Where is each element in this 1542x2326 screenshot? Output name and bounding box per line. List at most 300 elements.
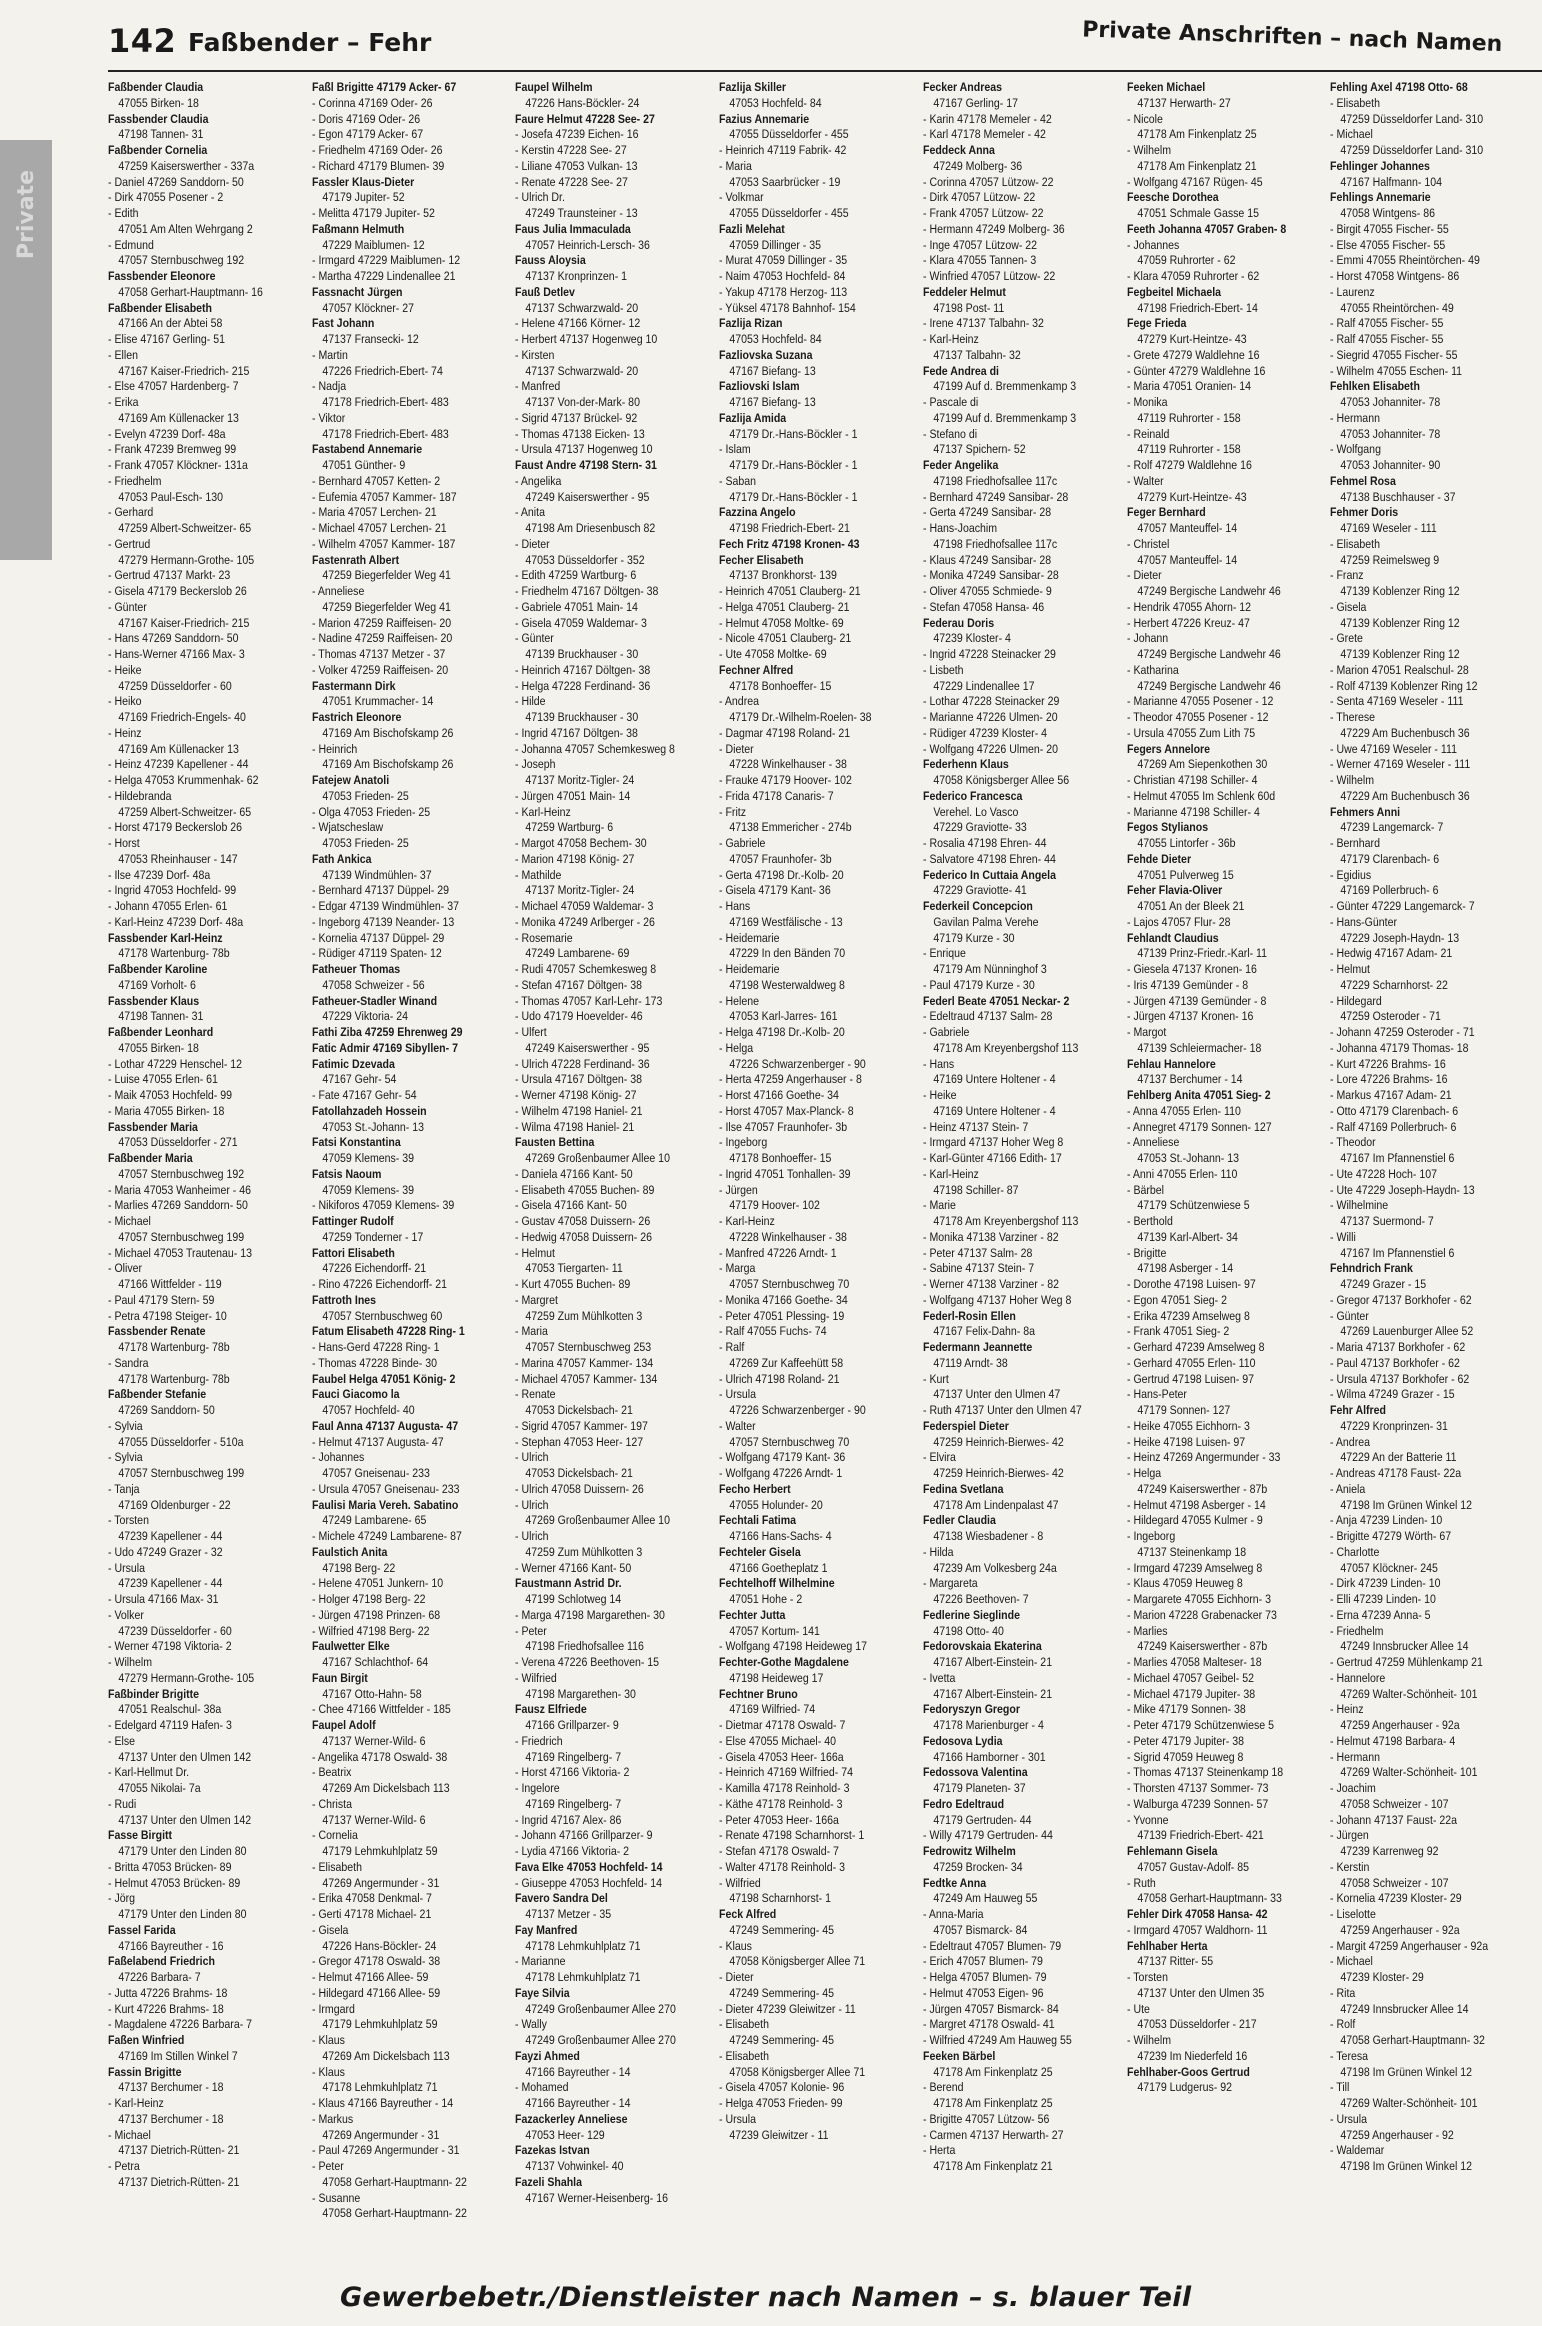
entry-person: - Günter <box>1330 1308 1370 1323</box>
entry-person: - Rolf <box>1330 2017 1356 2032</box>
entry-person: - Anna 47055 Erlen- 110 <box>1126 1103 1241 1118</box>
entry-address: 47058 Gerhart-Hauptmann- 16 <box>118 284 263 299</box>
entry-address: 47053 St.-Johann- 13 <box>1136 1151 1239 1165</box>
entry-surname: Fassel Farida <box>108 1922 176 1937</box>
entry-surname: Fassbender Karl-Heinz <box>108 930 223 945</box>
entry-person: - Erika 47239 Amselweg 8 <box>1126 1308 1250 1323</box>
entry-person: - Magdalene 47226 Barbara- 7 <box>108 2017 253 2032</box>
entry-person: - Dirk 47057 Lützow- 22 <box>922 190 1036 205</box>
entry-person: - Christa <box>311 1796 352 1811</box>
entry-person: - Rudi <box>108 1796 137 1811</box>
entry-person: - Elisabeth <box>1330 536 1381 551</box>
entry-person: - Michael <box>1330 127 1374 142</box>
entry-address: 47178 Am Finkenplatz 25 <box>933 2096 1053 2110</box>
entry-person: - Peter 47179 Schützenwiese 5 <box>1126 1718 1274 1732</box>
entry-person: - Marie <box>922 1198 956 1213</box>
entry-person: - Oliver 47055 Schmiede- 9 <box>922 584 1052 598</box>
entry-person: - Monika 47166 Goethe- 34 <box>719 1292 848 1307</box>
entry-address: 47166 Hans-Sachs- 4 <box>729 1529 832 1543</box>
entry-person: - Egon 47179 Acker- 67 <box>311 127 423 142</box>
entry-surname: Faßbender Cornelia <box>108 143 208 157</box>
entry-surname: Fedoryszyn Gregor <box>922 1702 1020 1717</box>
entry-person: - Annegret 47179 Sonnen- 127 <box>1126 1119 1272 1134</box>
entry-person: - Johanna 47057 Schemkesweg 8 <box>515 741 676 756</box>
entry-person: - Andreas 47178 Faust- 22a <box>1330 1466 1462 1480</box>
entry-person: - Teresa <box>1330 2048 1369 2063</box>
entry-person: - Manfred 47226 Arndt- 1 <box>719 1245 837 1260</box>
entry-person: - Susanne <box>311 2190 360 2205</box>
entry-person: - Erna 47239 Anna- 5 <box>1330 1607 1431 1622</box>
entry-address: 47137 Bronkhorst- 139 <box>729 568 838 583</box>
entry-person: - Mathilde <box>515 867 562 882</box>
entry-address: 47279 Hermann-Grothe- 105 <box>118 552 255 567</box>
entry-address: 47269 Walter-Schönheit- 101 <box>1340 1765 1478 1780</box>
entry-address: 47198 Friedhofsallee 117c <box>933 536 1058 551</box>
entry-person: - Heinrich 47169 Wilfried- 74 <box>719 1765 854 1780</box>
entry-person: - Ute <box>1126 2001 1150 2016</box>
entry-surname: Fechtali Fatima <box>719 1513 797 1528</box>
entry-person: - Gerhard <box>108 505 154 520</box>
entry-person: - Christian 47198 Schiller- 4 <box>1126 773 1258 787</box>
entry-surname: Fattroth Ines <box>311 1292 376 1307</box>
entry-person: - Manfred <box>515 379 561 394</box>
entry-address: 47169 Westfälische - 13 <box>729 914 843 929</box>
entry-surname: Fausten Bettina <box>515 1135 595 1150</box>
entry-surname: Fedtke Anna <box>922 1875 986 1890</box>
entry-person: - Gisela 47053 Heer- 166a <box>719 1749 844 1764</box>
entry-address: 47249 Bergische Landwehr 46 <box>1136 647 1281 661</box>
entry-person: - Wilfried 47198 Berg- 22 <box>311 1623 430 1638</box>
entry-person: - Ralf <box>719 1340 745 1354</box>
entry-address: 47166 Bayreuther - 14 <box>525 2096 631 2110</box>
entry-person: - Heidemarie <box>719 962 780 976</box>
entry-person: - Ingrid 47167 Döltgen- 38 <box>515 725 639 740</box>
entry-person: - Dietmar 47178 Oswald- 7 <box>719 1718 846 1732</box>
entry-address: 47178 Wartenburg- 78b <box>118 946 230 961</box>
entry-address: 47055 Lintorfer - 36b <box>1136 836 1236 850</box>
entry-person: - Elvira <box>922 1450 956 1465</box>
entry-person: - Torsten <box>1126 1970 1168 1984</box>
entry-person: - Volkmar <box>719 190 764 205</box>
entry-surname: Fehlings Annemarie <box>1330 190 1431 205</box>
entry-address: 47051 Am Alten Wehrgang 2 <box>118 221 253 236</box>
entry-address: 47137 Vohwinkel- 40 <box>525 2159 624 2173</box>
entry-person: - Marina 47057 Kammer- 134 <box>515 1355 654 1370</box>
entry-address: 47178 Wartenburg- 78b <box>118 1340 230 1354</box>
entry-address: 47051 Krummacher- 14 <box>322 694 434 709</box>
entry-person: - Walter <box>1126 473 1164 488</box>
entry-address: 47053 Tiergarten- 11 <box>525 1261 624 1276</box>
entry-address: 47249 Semmering- 45 <box>729 2033 835 2047</box>
entry-person: - Angelika <box>515 473 562 488</box>
entry-surname: Fassbender Maria <box>108 1119 198 1134</box>
entry-person: - Hans-Werner 47166 Max- 3 <box>108 647 245 661</box>
entry-address: 47259 Reimelsweg 9 <box>1340 552 1440 567</box>
entry-address: 47179 Lehmkuhlplatz 59 <box>322 2017 438 2032</box>
entry-person: - Islam <box>719 442 751 457</box>
entry-address: 47259 Zum Mühlkotten 3 <box>525 1544 643 1559</box>
entry-address: 47239 Am Volkesberg 24a <box>933 1560 1057 1575</box>
entry-person: - Horst 47179 Beckerslob 26 <box>108 820 243 835</box>
entry-surname: Fauss Aloysia <box>515 253 587 268</box>
entry-person: - Ulrich <box>515 1450 549 1465</box>
entry-address: 47139 Koblenzer Ring 12 <box>1340 584 1460 598</box>
entry-person: - Dirk 47055 Posener - 2 <box>108 190 224 205</box>
entry-person: - Karl-Heinz <box>719 1214 775 1228</box>
entry-person: - Sigrid 47059 Heuweg 8 <box>1126 1749 1244 1764</box>
entry-surname: Fecher Elisabeth <box>719 552 804 567</box>
entry-person: - Sylvia <box>108 1418 143 1433</box>
entry-person: - Johann 47166 Grillparzer- 9 <box>515 1828 653 1843</box>
entry-person: - Karl-Hellmut Dr. <box>108 1765 190 1780</box>
entry-surname: Fathi Ziba 47259 Ehrenweg 29 <box>311 1025 463 1039</box>
entry-address: 47053 Heer- 129 <box>525 2127 606 2142</box>
entry-person: - Stefan 47178 Oswald- 7 <box>719 1844 840 1858</box>
entry-person: - Paul 47137 Borkhofer - 62 <box>1330 1355 1461 1370</box>
entry-person: - Lothar 47228 Steinacker 29 <box>922 694 1060 709</box>
entry-person: - Fate 47167 Gehr- 54 <box>311 1088 417 1102</box>
entry-person: - Ute 47229 Joseph-Haydn- 13 <box>1330 1182 1475 1197</box>
entry-address: 47055 Birken- 18 <box>118 95 199 110</box>
entry-address: 47166 Bayreuther - 16 <box>118 1938 224 1953</box>
entry-address: 47167 Albert-Einstein- 21 <box>933 1686 1052 1701</box>
entry-person: - Lajos 47057 Flur- 28 <box>1126 914 1231 929</box>
entry-person: - Maria <box>719 158 753 173</box>
entry-person: - Sandra <box>108 1355 149 1370</box>
entry-person: - Torsten <box>108 1513 149 1528</box>
entry-address: 47226 Beethoven- 7 <box>933 1592 1029 1606</box>
entry-person: - Klaus 47166 Bayreuther - 14 <box>311 2096 453 2110</box>
entry-person: - Michael 47053 Trautenau- 13 <box>108 1245 253 1260</box>
entry-address: 47139 Bruckhauser - 30 <box>525 647 639 661</box>
entry-person: - Frank 47051 Sieg- 2 <box>1126 1324 1229 1339</box>
entry-person: - Michael 47059 Waldemar- 3 <box>515 899 654 913</box>
entry-person: - Ursula 47137 Hogenweg 10 <box>515 442 654 457</box>
entry-address: 47137 Unter den Ulmen 47 <box>933 1387 1061 1402</box>
entry-surname: Fehde Dieter <box>1126 851 1191 866</box>
entry-person: - Heinz <box>108 725 142 740</box>
entry-person: - Ute 47228 Hoch- 107 <box>1330 1166 1438 1181</box>
entry-person: - Rita <box>1330 1985 1356 2000</box>
entry-person: - Johannes <box>1126 237 1179 252</box>
entry-person: - Oliver <box>108 1261 143 1276</box>
entry-address: 47229 In den Bänden 70 <box>729 946 846 961</box>
entry-address: 47058 Schweizer - 107 <box>1340 1796 1449 1811</box>
entry-person: - Gabriele <box>922 1025 970 1039</box>
entry-person: - Gerta 47249 Sansibar- 28 <box>922 505 1052 520</box>
entry-person: - Chee 47166 Wittfelder - 185 <box>311 1702 451 1717</box>
entry-person: - Hildegard 47055 Kulmer - 9 <box>1126 1513 1263 1528</box>
entry-person: - Thorsten 47137 Sommer- 73 <box>1126 1781 1269 1795</box>
entry-surname: Feddeck Anna <box>922 143 995 157</box>
entry-address: 47137 Schwarzwald- 20 <box>525 363 639 378</box>
entry-person: - Ulrich <box>515 1497 549 1512</box>
entry-address: 47178 Marienburger - 4 <box>933 1718 1044 1732</box>
entry-address: 47057 Hochfeld- 40 <box>322 1403 415 1417</box>
entry-address: 47179 Dr.-Hans-Böckler - 1 <box>729 426 858 441</box>
entry-surname: Fazliovski Islam <box>719 379 800 394</box>
entry-person: - Mike 47179 Sonnen- 38 <box>1126 1702 1246 1717</box>
entry-address: 47057 Heinrich-Lersch- 36 <box>525 237 651 252</box>
entry-surname: Fehmers Anni <box>1330 804 1401 819</box>
entry-surname: Fedler Claudia <box>922 1513 996 1528</box>
entry-address: 47269 Am Dickelsbach 113 <box>322 1781 450 1795</box>
entry-address: 47055 Nikolai- 7a <box>118 1781 201 1795</box>
entry-address: 47239 Kapellener - 44 <box>118 1529 223 1543</box>
entry-person: - Pascale di <box>922 395 979 409</box>
entry-address: 47249 Grazer - 15 <box>1340 1277 1427 1291</box>
entry-address: 47167 Gehr- 54 <box>322 1072 397 1087</box>
entry-person: - Luise 47055 Erlen- 61 <box>108 1072 218 1087</box>
entry-person: - Margit 47259 Angerhauser - 92a <box>1330 1938 1489 1953</box>
entry-person: - Sigrid 47057 Kammer- 197 <box>515 1418 649 1433</box>
entry-address: 47167 Schlachthof- 64 <box>322 1655 428 1669</box>
entry-person: - Gertrud 47259 Mühlenkamp 21 <box>1330 1655 1484 1669</box>
entry-person: - Monika 47249 Sansibar- 28 <box>922 568 1059 583</box>
entry-person: - Margret <box>515 1292 559 1307</box>
entry-address: 47137 Berchumer - 18 <box>118 2080 224 2095</box>
entry-person: - Brigitte 47279 Wörth- 67 <box>1330 1529 1452 1543</box>
entry-address: 47198 Am Driesenbusch 82 <box>525 521 656 535</box>
entry-surname: Fege Frieda <box>1126 316 1186 331</box>
entry-person: - Anneliese <box>1126 1135 1179 1150</box>
entry-surname: Faßbender Stefanie <box>108 1387 207 1402</box>
entry-person: - Käthe 47178 Reinhold- 3 <box>719 1796 843 1811</box>
entry-person: - Ute 47058 Moltke- 69 <box>719 647 827 661</box>
entry-address: 47259 Angerhauser - 92 <box>1340 2127 1455 2142</box>
entry-person: - Olga 47053 Frieden- 25 <box>311 804 430 819</box>
entry-surname: Feck Alfred <box>719 1907 777 1921</box>
entry-person: - Reinald <box>1126 426 1169 441</box>
entry-address: 47055 Rheintörchen- 49 <box>1340 300 1455 315</box>
entry-person: - Charlotte <box>1330 1544 1380 1559</box>
entry-person: - Stefan 47167 Döltgen- 38 <box>515 977 643 992</box>
entry-address: 47138 Buschhauser - 37 <box>1340 489 1456 504</box>
entry-address: 47239 Langemarck- 7 <box>1340 820 1444 835</box>
entry-person: - Horst 47166 Viktoria- 2 <box>515 1765 630 1780</box>
entry-person: - Walter 47178 Reinhold- 3 <box>719 1859 846 1874</box>
entry-person: - Gerti 47178 Michael- 21 <box>311 1907 432 1921</box>
entry-surname: Fazackerley Anneliese <box>515 2111 628 2126</box>
entry-address: 47198 Otto- 40 <box>933 1623 1004 1638</box>
entry-surname: Faustmann Astrid Dr. <box>515 1576 622 1591</box>
entry-address: 47137 Herwarth- 27 <box>1136 95 1231 110</box>
entry-person: - Dieter <box>1126 568 1162 583</box>
entry-surname: Faßbender Maria <box>108 1151 193 1165</box>
entry-person: - Jörg <box>108 1891 136 1906</box>
entry-address: 47178 Am Kreyenbergshof 113 <box>933 1040 1079 1055</box>
entry-person: - Ursula <box>108 1560 146 1575</box>
entry-surname: Fath Ankica <box>311 851 372 866</box>
entry-person: - Rudi 47057 Schemkesweg 8 <box>515 962 657 976</box>
entry-address: 47137 Werner-Wild- 6 <box>322 1733 426 1748</box>
entry-person: - Brigitte 47057 Lützow- 56 <box>922 2111 1050 2126</box>
entry-person: - Hendrik 47055 Ahorn- 12 <box>1126 599 1251 614</box>
entry-address: 47179 Unter den Linden 80 <box>118 1907 247 1921</box>
entry-address: 47053 St.-Johann- 13 <box>322 1119 424 1134</box>
entry-person: - Rosalia 47198 Ehren- 44 <box>922 836 1047 850</box>
entry-person: - Ulrich 47058 Duissern- 26 <box>515 1481 645 1496</box>
entry-address: 47057 Manteuffel- 14 <box>1136 552 1237 567</box>
entry-person: - Karl-Günter 47166 Edith- 17 <box>922 1151 1062 1165</box>
entry-address: 47178 Am Finkenplatz 25 <box>933 2064 1053 2079</box>
entry-person: - Egidius <box>1330 867 1372 882</box>
entry-person: - Helmut 47053 Eigen- 96 <box>922 1985 1044 2000</box>
entry-person: - Karl-Heinz <box>108 2096 164 2110</box>
entry-person: - Johann 47055 Erlen- 61 <box>108 899 228 913</box>
entry-person: - Hans-Peter <box>1126 1387 1187 1402</box>
entry-person: - Klaus <box>311 2064 345 2079</box>
entry-address: 47259 Düsseldorfer - 60 <box>118 678 232 693</box>
entry-person: - Dorothe 47198 Luisen- 97 <box>1126 1277 1256 1291</box>
entry-person: - Evelyn 47239 Dorf- 48a <box>108 426 226 441</box>
entry-surname: Faßbender Karoline <box>108 962 208 976</box>
section-title: Private Anschriften – nach Namen <box>1081 17 1503 57</box>
entry-address: 47179 Jupiter- 52 <box>322 190 405 205</box>
entry-address: 47169 Oldenburger - 22 <box>118 1497 231 1512</box>
entry-address: 47169 Untere Holtener - 4 <box>933 1072 1056 1087</box>
entry-address: 47269 Zur Kaffeehütt 58 <box>729 1355 844 1370</box>
entry-person: - Ursula 47137 Borkhofer - 62 <box>1330 1371 1470 1386</box>
entry-address: 47198 Friedrich-Ebert- 21 <box>729 521 850 535</box>
entry-person: - Gisela 47179 Beckerslob 26 <box>108 584 247 598</box>
entry-surname: Faßl Brigitte 47179 Acker- 67 <box>311 80 456 94</box>
entry-person: - Dieter 47239 Gleiwitzer - 11 <box>719 2001 856 2016</box>
entry-person: - Margareta <box>922 1576 978 1591</box>
entry-person: - Ingeborg 47139 Neander- 13 <box>311 914 455 929</box>
entry-surname: Fedrowitz Wilhelm <box>922 1844 1016 1858</box>
entry-surname: Fechter-Gothe Magdalene <box>719 1655 850 1669</box>
entry-person: - Rolf 47279 Waldlehne 16 <box>1126 458 1252 472</box>
entry-surname: Favero Sandra Del <box>515 1891 609 1906</box>
entry-address: 47137 Unter den Ulmen 142 <box>118 1749 252 1764</box>
entry-person: - Karl 47178 Memeler - 42 <box>922 127 1046 142</box>
entry-address: 47269 Am Siepenkothen 30 <box>1136 757 1267 772</box>
entry-address: 47059 Klemens- 39 <box>322 1151 414 1165</box>
entry-person: - Heiko <box>108 694 142 709</box>
entry-person: - Michael 47057 Geibel- 52 <box>1126 1670 1254 1685</box>
entry-surname: Fedorovskaia Ekaterina <box>922 1639 1042 1654</box>
entry-surname: Fazekas Istvan <box>515 2143 591 2158</box>
entry-address: 47178 Wartenburg- 78b <box>118 1371 230 1386</box>
entry-person: - Hilda <box>922 1544 954 1559</box>
entry-surname: Fassbender Claudia <box>108 111 209 126</box>
entry-address: 47198 Tannen- 31 <box>118 1009 204 1024</box>
entry-surname: Fegers Annelore <box>1126 741 1210 756</box>
entry-person: - Gertrud 47137 Markt- 23 <box>108 568 231 583</box>
entry-address: 47198 Schiller- 87 <box>933 1182 1019 1197</box>
entry-address: 47137 Berchumer - 18 <box>118 2111 224 2126</box>
entry-person: - Liliane 47053 Vulkan- 13 <box>515 158 638 173</box>
entry-person: - Klaus 47059 Heuweg 8 <box>1126 1576 1243 1591</box>
entry-address: 47169 Am Küllenacker 13 <box>118 741 239 756</box>
entry-address: 47229 Am Buchenbusch 36 <box>1340 725 1470 740</box>
entry-person: - Heike <box>922 1088 957 1102</box>
entry-address: 47179 Lehmkuhlplatz 59 <box>322 1844 438 1858</box>
entry-person: - Erika <box>108 395 139 409</box>
entry-person: - Herta 47259 Angerhauser - 8 <box>719 1072 863 1087</box>
entry-surname: Fatsis Naoum <box>311 1166 382 1181</box>
entry-person: - Paul 47179 Stern- 59 <box>108 1292 215 1307</box>
entry-address: 47053 Johanniter- 78 <box>1340 426 1441 441</box>
entry-address: 47279 Hermann-Grothe- 105 <box>118 1670 255 1685</box>
entry-person: - Paul 47269 Angermunder - 31 <box>311 2143 460 2158</box>
entry-address: 47139 Friedrich-Ebert- 421 <box>1136 1828 1264 1843</box>
entry-person: - Ingelore <box>515 1781 561 1795</box>
entry-person: - Joachim <box>1330 1781 1377 1795</box>
entry-person: - Helmut 47055 Im Schlenk 60d <box>1126 788 1275 803</box>
entry-address: 47137 Metzer - 35 <box>525 1907 612 1921</box>
entry-address: 47137 Moritz-Tigler- 24 <box>525 773 635 787</box>
entry-person: - Verena 47226 Beethoven- 15 <box>515 1655 660 1669</box>
entry-surname: Fassin Brigitte <box>108 2064 182 2079</box>
entry-address: 47058 Gerhart-Hauptmann- 32 <box>1340 2033 1486 2047</box>
entry-address: 47053 Paul-Esch- 130 <box>118 489 223 504</box>
entry-address: 47249 Kaiserswerther - 95 <box>525 1040 650 1055</box>
entry-surname: Fatum Elisabeth 47228 Ring- 1 <box>311 1324 465 1339</box>
entry-address: 47249 Molberg- 36 <box>933 158 1022 173</box>
entry-address: 47057 Sternbuschweg 60 <box>322 1308 442 1323</box>
entry-person: - Daniela 47166 Kant- 50 <box>515 1166 634 1181</box>
entry-person: - Karl-Heinz <box>515 804 572 819</box>
entry-address: 47055 Düsseldorfer - 510a <box>118 1434 244 1449</box>
entry-address: 47055 Birken- 18 <box>118 1040 199 1055</box>
entry-person: - Stefano di <box>922 426 977 441</box>
directory-column <box>719 80 889 2260</box>
entry-person: - Paul 47179 Kurze - 30 <box>922 977 1035 992</box>
entry-address: 47053 Dickelsbach- 21 <box>525 1466 634 1480</box>
entry-person: - Ursula 47166 Max- 31 <box>108 1592 219 1606</box>
entry-surname: Fehling Axel 47198 Otto- 68 <box>1330 80 1469 94</box>
entry-address: 47137 Spichern- 52 <box>933 442 1026 457</box>
entry-person: - Ingrid 47053 Hochfeld- 99 <box>108 883 237 898</box>
entry-surname: Fehler Dirk 47058 Hansa- 42 <box>1126 1907 1268 1921</box>
entry-address: 47166 Bayreuther - 14 <box>525 2064 631 2079</box>
entry-person: - Hildebranda <box>108 788 172 803</box>
entry-person: - Wolfgang 47226 Arndt- 1 <box>719 1466 843 1480</box>
entry-person: - Gisela 47179 Kant- 36 <box>719 883 831 898</box>
entry-person: - Ilse 47239 Dorf- 48a <box>108 867 211 882</box>
entry-address: 47229 Joseph-Haydn- 13 <box>1340 930 1460 945</box>
entry-person: - Yüksel 47178 Bahnhof- 154 <box>719 300 856 315</box>
entry-surname: Faßbender Elisabeth <box>108 300 213 315</box>
entry-person: - Iris 47139 Gemünder - 8 <box>1126 977 1248 992</box>
entry-person: - Elisabeth <box>719 2017 770 2032</box>
entry-person: - Edith <box>108 206 139 220</box>
entry-address: 47167 Kaiser-Friedrich- 215 <box>118 615 250 630</box>
entry-address: 47051 An der Bleek 21 <box>1136 899 1244 913</box>
entry-person: - Karl-Heinz <box>922 332 979 346</box>
entry-person: - Dagmar 47198 Roland- 21 <box>719 725 851 740</box>
entry-person: - Anneliese <box>311 584 365 598</box>
entry-surname: Fauß Detlev <box>515 284 576 299</box>
entry-surname: Fechtelhoff Wilhelmine <box>719 1576 835 1591</box>
entry-address: 47178 Friedrich-Ebert- 483 <box>322 426 449 441</box>
entry-person: - Viktor <box>311 410 346 425</box>
entry-person: - Wilfried <box>515 1670 558 1685</box>
entry-person: - Helene 47051 Junkern- 10 <box>311 1576 443 1591</box>
entry-person: - Heike 47055 Eichhorn- 3 <box>1126 1418 1250 1433</box>
directory-column <box>312 80 482 2260</box>
entry-person: - Kurt 47226 Brahms- 16 <box>1330 1056 1447 1071</box>
entry-person: - Ralf 47169 Pollerbruch- 6 <box>1330 1119 1457 1134</box>
entry-person: - Gerhard 47239 Amselweg 8 <box>1126 1340 1265 1354</box>
entry-surname: Feder Angelika <box>922 458 999 472</box>
entry-address: 47053 Düsseldorfer - 352 <box>525 552 646 567</box>
entry-surname: Faßbender Claudia <box>108 80 204 94</box>
entry-surname: Fechteler Gisela <box>719 1544 801 1559</box>
entry-person: - Werner 47166 Kant- 50 <box>515 1560 632 1575</box>
